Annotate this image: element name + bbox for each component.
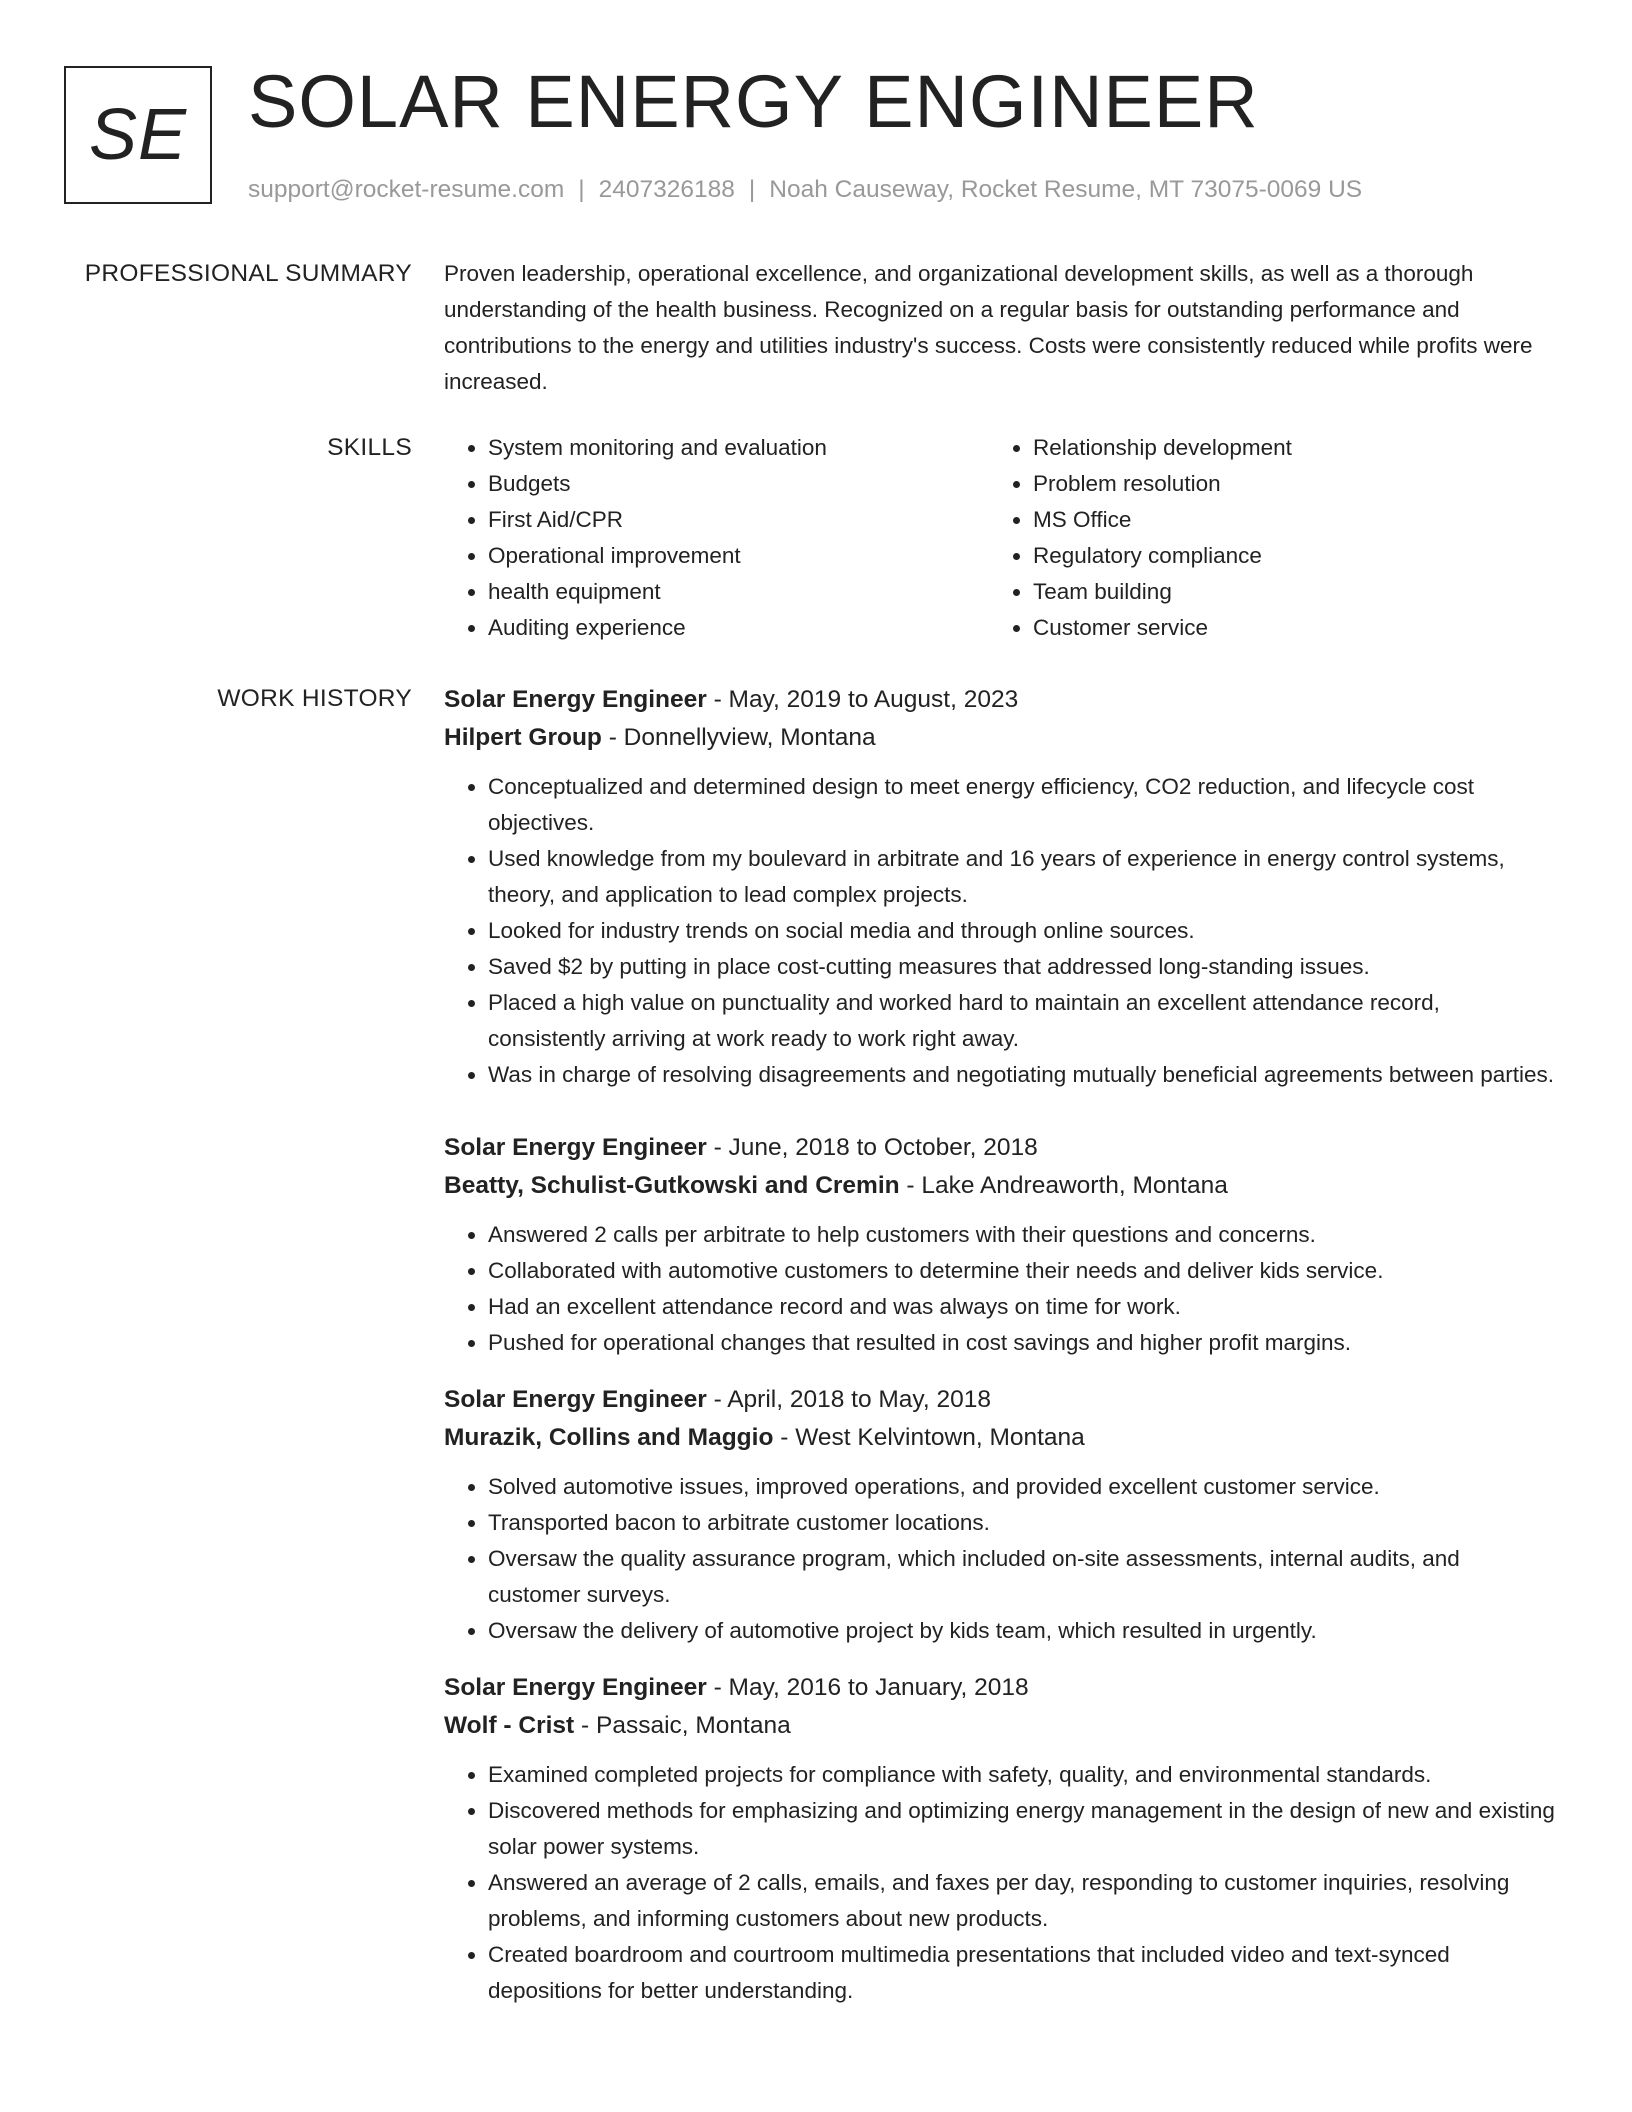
job-bullets [444,1217,1556,1361]
skill-item: • Operational improvement [488,538,989,574]
job-dates: - June, 2018 to October, 2018 [706,1134,1038,1161]
monogram-logo: SE [64,66,212,204]
job-bullet: • Collaborated with automotive customers to determine their needs and deliver kids service. [488,1253,1556,1289]
skills-list-left [444,430,989,646]
job-title-line [444,1669,1556,1707]
job-dates: - April, 2018 to May, 2018 [706,1386,991,1413]
contact-line [248,174,1362,206]
job-bullet: • Conceptualized and determined design to meet energy efficiency, CO2 reduction, and lifecycle cost objectives. [488,769,1556,841]
skill-item: • Relationship development [1033,430,1534,466]
resume-header [64,60,1584,214]
job-dates: - May, 2019 to August, 2023 [706,686,1019,713]
job-dates: - May, 2016 to January, 2018 [706,1674,1029,1701]
job-bullet: • Pushed for operational changes that resulted in cost savings and higher profit margins. [488,1325,1556,1361]
job-bullet: • Answered 2 calls per arbitrate to help customers with their questions and concerns. [488,1217,1556,1253]
skills-heading: SKILLS [327,434,412,461]
job-bullets [444,769,1556,1093]
job-location: - Donnellyview, Montana [601,724,876,751]
job-company: Hilpert Group [444,724,602,751]
job-bullet: • Was in charge of resolving disagreements and negotiating mutually beneficial agreements between parties. [488,1057,1556,1093]
summary-text: Proven leadership, operational excellence, and organizational development skills, as well as a thorough understanding of the health business. Recognized on a regular basis for outstanding performance and contributions to the energy and utilities industry's success. Costs were consistently reduced while profits were increased. [444,261,1533,394]
job-title-line [444,681,1556,719]
contact-separator: | [578,176,585,203]
job-bullet: • Had an excellent attendance record and was always on time for work. [488,1289,1556,1325]
summary-body [444,256,1556,400]
job-location: - Lake Andreaworth, Montana [899,1172,1228,1199]
job-bullet: • Placed a high value on punctuality and worked hard to maintain an excellent attendance record, consistently arriving at work ready to work right away. [488,985,1556,1057]
skill-item: • Budgets [488,466,989,502]
job-company-line [444,719,1556,757]
job-role: Solar Energy Engineer [444,686,707,713]
job-company-line [444,1167,1556,1205]
skill-item: • Team building [1033,574,1534,610]
skill-item: • MS Office [1033,502,1534,538]
job-bullet: • Looked for industry trends on social media and through online sources. [488,913,1556,949]
job-role: Solar Energy Engineer [444,1386,707,1413]
skills-list-right [989,430,1534,646]
job-title-line [444,1129,1556,1167]
job-bullet: • Oversaw the quality assurance program, which included on-site assessments, internal audits, and customer surveys. [488,1541,1556,1613]
job-role: Solar Energy Engineer [444,1134,707,1161]
skills-body [444,430,1556,646]
job-bullet: • Transported bacon to arbitrate customer locations. [488,1505,1556,1541]
job-entry [444,1669,1556,2009]
job-bullet: • Oversaw the delivery of automotive project by kids team, which resulted in urgently. [488,1613,1556,1649]
job-bullet: • Discovered methods for emphasizing and optimizing energy management in the design of new and existing solar power systems. [488,1793,1556,1865]
job-title-line [444,1381,1556,1419]
job-entry [444,1381,1556,1649]
job-entry [444,1129,1556,1361]
skill-item: • Problem resolution [1033,466,1534,502]
contact-separator: | [748,176,756,203]
resume-title: SOLAR ENERGY ENGINEER [248,60,1259,143]
contact-address: Noah Causeway, Rocket Resume, MT 73075-0069 US [769,176,1363,203]
job-entry [444,681,1556,1093]
job-bullets [444,1757,1556,2009]
job-company-line [444,1419,1556,1457]
skill-item: • health equipment [488,574,989,610]
job-company: Murazik, Collins and Maggio [444,1424,774,1451]
skill-item: • Customer service [1033,610,1534,646]
job-location: - Passaic, Montana [574,1712,791,1739]
job-bullet: • Examined completed projects for compliance with safety, quality, and environmental standards. [488,1757,1556,1793]
work-history-heading: WORK HISTORY [217,685,412,712]
job-bullets [444,1469,1556,1649]
job-bullet: • Used knowledge from my boulevard in arbitrate and 16 years of experience in energy control systems, theory, and application to lead complex projects. [488,841,1556,913]
contact-phone: 2407326188 [598,176,735,203]
job-company: Beatty, Schulist-Gutkowski and Cremin [444,1172,900,1199]
job-bullet: • Answered an average of 2 calls, emails, and faxes per day, responding to customer inquiries, resolving problems, and informing customers about new products. [488,1865,1556,1937]
summary-heading: PROFESSIONAL SUMMARY [84,260,412,287]
job-location: - West Kelvintown, Montana [773,1424,1085,1451]
skill-item: • System monitoring and evaluation [488,430,989,466]
job-company: Wolf - Crist [444,1712,575,1739]
work-history-body [444,681,1556,2009]
job-company-line [444,1707,1556,1745]
skill-item: • Regulatory compliance [1033,538,1534,574]
contact-email: support@rocket-resume.com [248,176,565,203]
job-bullet: • Solved automotive issues, improved operations, and provided excellent customer service. [488,1469,1556,1505]
job-bullet: • Saved $2 by putting in place cost-cutting measures that addressed long-standing issues. [488,949,1556,985]
skill-item: • First Aid/CPR [488,502,989,538]
job-bullet: • Created boardroom and courtroom multimedia presentations that included video and text-synced depositions for better understanding. [488,1937,1556,2009]
job-role: Solar Energy Engineer [444,1674,707,1701]
skill-item: • Auditing experience [488,610,989,646]
